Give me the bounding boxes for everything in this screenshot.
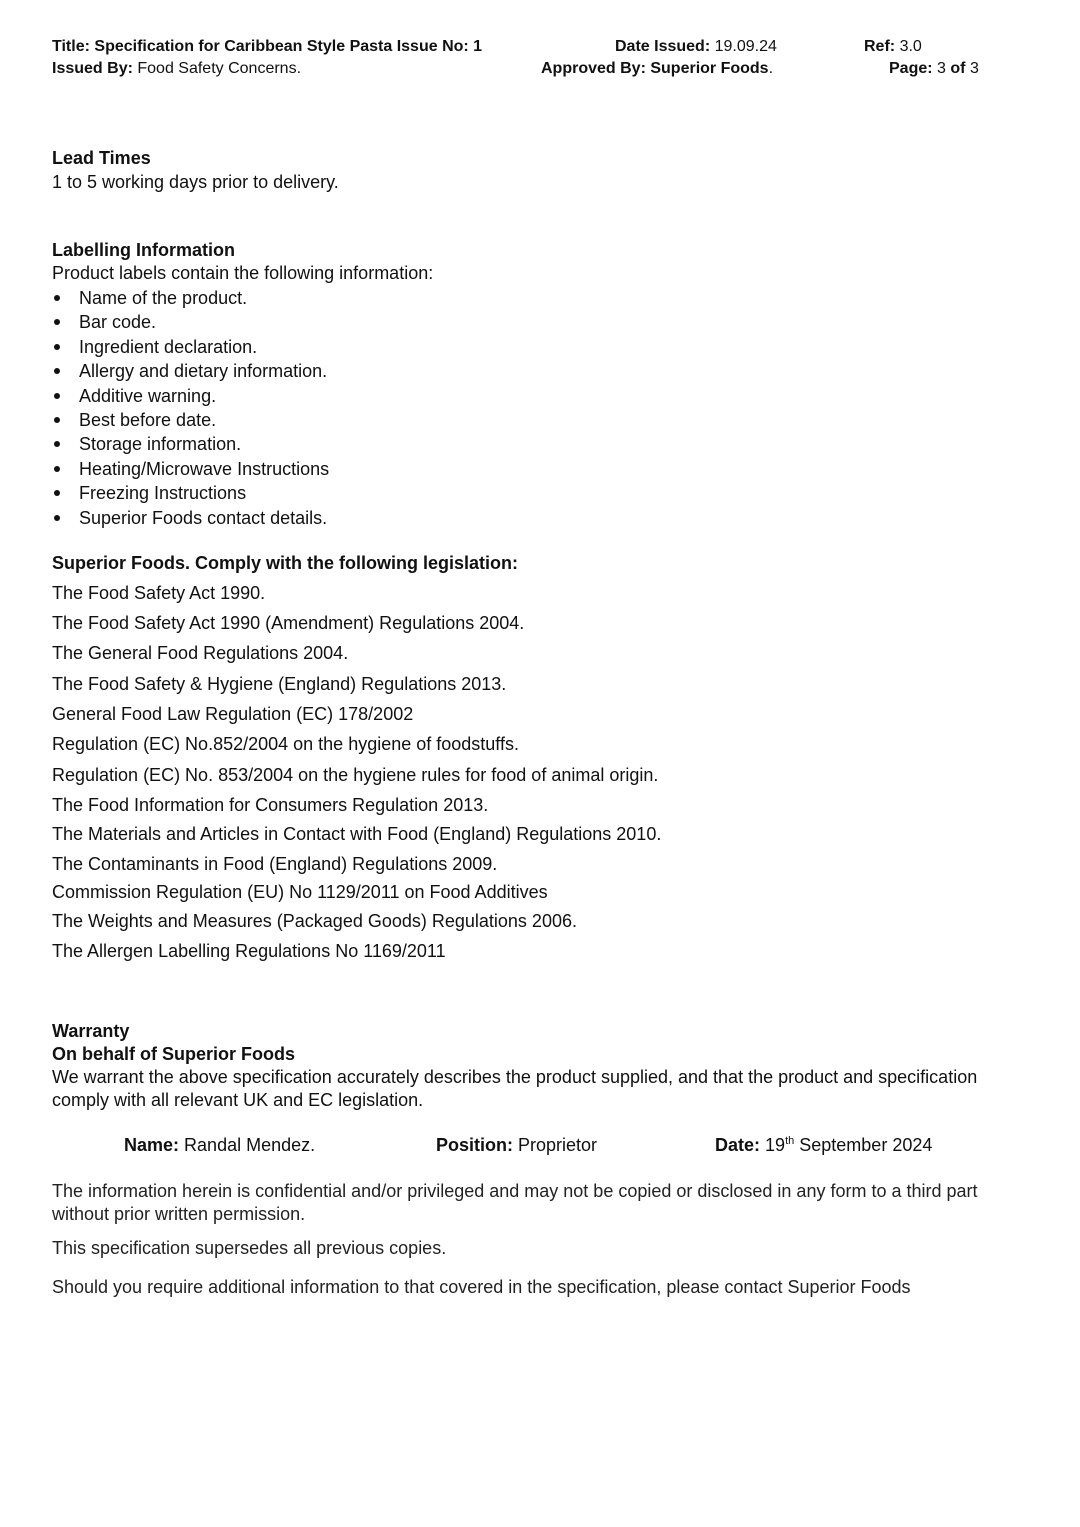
signatory-name-value: Randal Mendez.: [184, 1135, 316, 1155]
list-item: [52, 359, 329, 383]
legislation-item: The Food Safety Act 1990 (Amendment) Regulations 2004.: [52, 613, 525, 633]
legislation-item: The Contaminants in Food (England) Regulations 2009.: [52, 854, 498, 874]
list-item: [52, 310, 329, 334]
bullet-icon: [54, 319, 60, 325]
list-item-text: Allergy and dietary information.: [79, 361, 328, 382]
lead-times-text: 1 to 5 working days prior to delivery.: [52, 172, 339, 192]
bullet-icon: [54, 368, 60, 374]
header-date-issued-value: 19.09.24: [714, 38, 777, 55]
legislation-heading: Superior Foods. Comply with the following legislation:: [52, 553, 518, 573]
header-issued-by-value: Food Safety Concerns.: [137, 60, 302, 77]
list-item: [52, 408, 329, 432]
list-item: [52, 384, 329, 408]
header-date-issued: [615, 37, 777, 57]
list-item: [52, 335, 329, 359]
header-ref-value: 3.0: [899, 38, 922, 55]
header-ref-label: Ref:: [864, 38, 896, 55]
bullet-icon: [54, 515, 60, 521]
legislation-item: The Materials and Articles in Contact with Food (England) Regulations 2010.: [52, 824, 662, 844]
signatory-date-label: Date:: [715, 1135, 761, 1155]
header-title: [52, 37, 482, 57]
list-item-text: Heating/Microwave Instructions: [79, 458, 330, 479]
lead-times-heading: Lead Times: [52, 148, 151, 168]
legislation-item: The Food Safety Act 1990.: [52, 583, 266, 603]
header-page-total: 3: [969, 60, 979, 77]
header-issued-by-label: Issued By:: [52, 60, 133, 77]
header-ref: [864, 37, 922, 57]
legislation-item: The General Food Regulations 2004.: [52, 643, 349, 663]
signatory-position-value: Proprietor: [518, 1135, 598, 1155]
legislation-item: The Allergen Labelling Regulations No 1169/2011: [52, 941, 446, 961]
warranty-text: We warrant the above specification accurately describes the product supplied, and that the product and specification comply with all relevant UK and EC legislation.: [52, 1067, 978, 1110]
bullet-icon: [54, 295, 60, 301]
list-item: [52, 481, 329, 505]
signatory-name-label: Name:: [124, 1135, 180, 1155]
list-item-text: Superior Foods contact details.: [79, 507, 328, 528]
list-item: [52, 457, 329, 481]
list-item: [52, 432, 329, 456]
signatory-position-label: Position:: [436, 1135, 513, 1155]
legislation-item: The Weights and Measures (Packaged Goods) Regulations 2006.: [52, 911, 577, 931]
list-item-text: Freezing Instructions: [79, 483, 247, 504]
supersedes-notice: This specification supersedes all previous copies.: [52, 1238, 447, 1258]
header-page-number: [889, 59, 979, 79]
legislation-item: Regulation (EC) No. 853/2004 on the hygiene rules for food of animal origin.: [52, 765, 659, 785]
warranty-subheading: On behalf of Superior Foods: [52, 1044, 295, 1064]
header-title-label: Title:: [52, 38, 90, 55]
header-page-current: 3: [937, 60, 946, 77]
list-item-text: Best before date.: [79, 410, 217, 431]
bullet-icon: [54, 417, 60, 423]
header-date-issued-label: Date Issued:: [615, 38, 711, 55]
legislation-item: The Food Safety & Hygiene (England) Regulations 2013.: [52, 674, 507, 694]
legislation-item: Regulation (EC) No.852/2004 on the hygiene of foodstuffs.: [52, 734, 519, 754]
legislation-item: The Food Information for Consumers Regulation 2013.: [52, 795, 489, 815]
signatory-date-day: 19: [765, 1135, 786, 1155]
bullet-icon: [54, 344, 60, 350]
labelling-intro: Product labels contain the following information:: [52, 263, 434, 283]
bullet-icon: [54, 393, 60, 399]
header-page-label: Page:: [889, 60, 933, 77]
list-item-text: Ingredient declaration.: [79, 336, 258, 357]
header-issued-by: [52, 59, 301, 79]
list-item-text: Bar code.: [79, 312, 157, 333]
list-item-text: Name of the product.: [79, 288, 248, 308]
labelling-list: [52, 286, 329, 530]
contact-notice: Should you require additional information to that covered in the specification, please contact Superior Foods: [52, 1277, 911, 1297]
signatory-date-suffix: th: [785, 1135, 795, 1147]
signatory-position: [436, 1133, 597, 1157]
legislation-item: Commission Regulation (EU) No 1129/2011 on Food Additives: [52, 882, 548, 902]
list-item: [52, 506, 329, 530]
signatory-date: [715, 1133, 932, 1157]
bullet-icon: [54, 441, 60, 447]
header-approved-by-label: Approved By: Superior Foods: [541, 60, 769, 77]
confidentiality-notice: The information herein is confidential and/or privileged and may not be copied or disclosed in any form to a third part without prior written permission.: [52, 1181, 978, 1224]
list-item-text: Additive warning.: [79, 385, 217, 406]
list-item-text: Storage information.: [79, 434, 242, 455]
signatory-date-rest: September 2024: [799, 1135, 933, 1155]
list-item: [52, 286, 329, 310]
labelling-heading: Labelling Information: [52, 240, 235, 260]
header-approved-by-suffix: .: [768, 60, 774, 77]
bullet-icon: [54, 466, 60, 472]
header-approved-by: [541, 59, 773, 79]
header-title-value: Specification for Caribbean Style Pasta Issue No: 1: [94, 38, 483, 55]
signatory-name: [124, 1133, 315, 1157]
warranty-heading: Warranty: [52, 1021, 130, 1041]
legislation-item: General Food Law Regulation (EC) 178/2002: [52, 704, 414, 724]
header-page-of: of: [950, 60, 966, 77]
bullet-icon: [54, 490, 60, 496]
